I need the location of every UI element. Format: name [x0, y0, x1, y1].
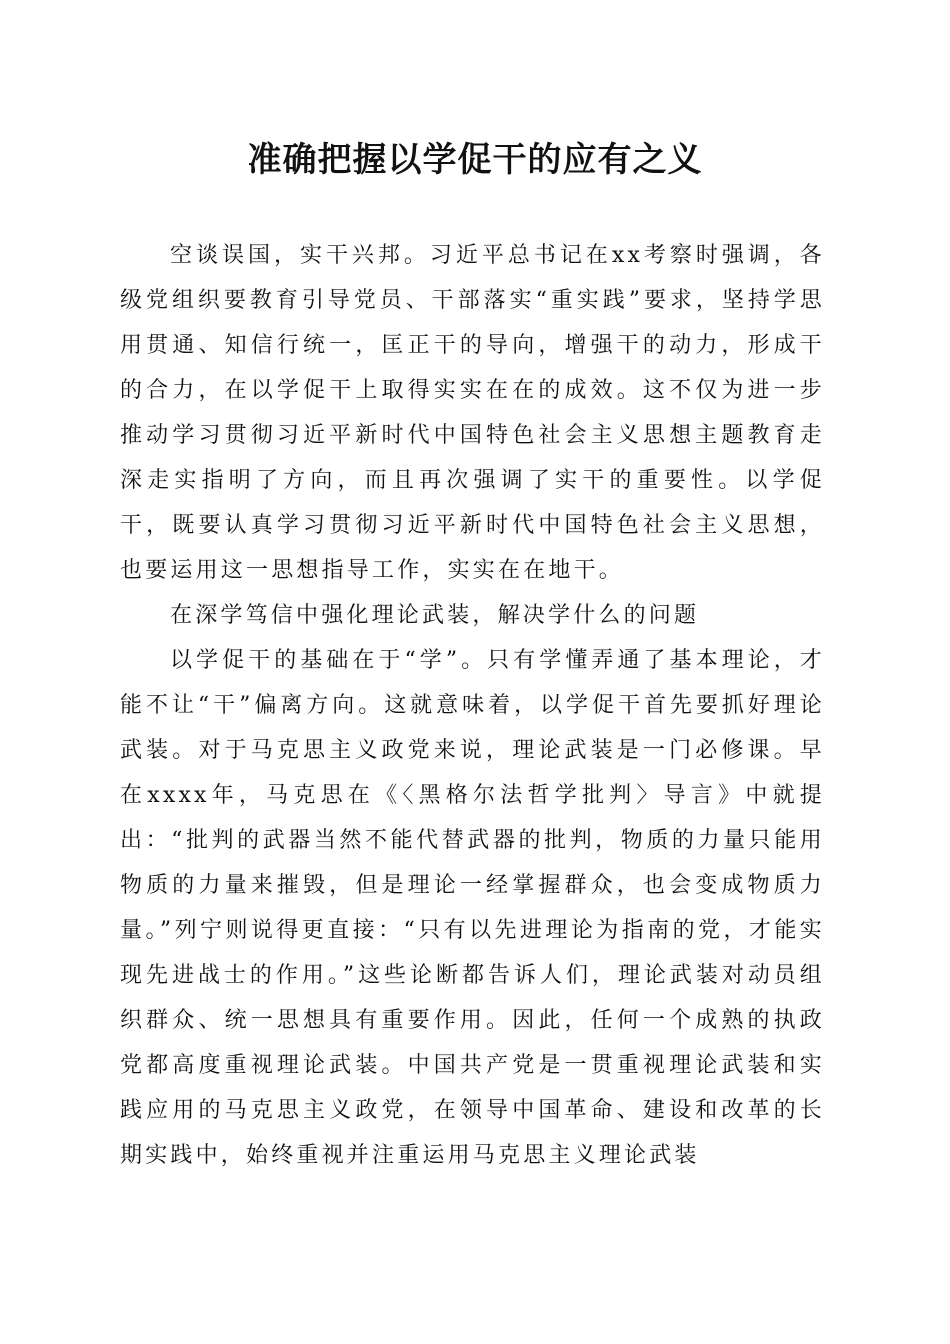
- paragraph-intro: 空谈误国，实干兴邦。习近平总书记在xx考察时强调，各级党组织要教育引导党员、干部落实“重实践”要求，坚持学思用贯通、知信行统一，匡正干的导向，增强干的动力，形成干的合力，在以学促干上取得实实在在的成效。这不仅为进一步推动学习贯彻习近平新时代中国特色社会主义思想主题教育走深走实指明了方向，而且再次强调了实干的重要性。以学促干，既要认真学习贯彻习近平新时代中国特色社会主义思想，也要运用这一思想指导工作，实实在在地干。: [120, 243, 825, 583]
- document-title: 准确把握以学促干的应有之义: [247, 140, 703, 180]
- document-body: [120, 233, 825, 1178]
- paragraph-theory: 以学促干的基础在于“学”。只有学懂弄通了基本理论，才能不让“干”偏离方向。这就意味着，以学促干首先要抓好理论武装。对于马克思主义政党来说，理论武装是一门必修课。早在xxxx年，马克思在《〈黑格尔法哲学批判〉导言》中就提出：“批判的武器当然不能代替武器的批判，物质的力量只能用物质的力量来摧毁，但是理论一经掌握群众，也会变成物质力量。”列宁则说得更直接：“只有以先进理论为指南的党，才能实现先进战士的作用。”这些论断都告诉人们，理论武装对动员组织群众、统一思想具有重要作用。因此，任何一个成熟的执政党都高度重视理论武装。中国共产党是一贯重视理论武装和实践应用的马克思主义政党，在领导中国革命、建设和改革的长期实践中，始终重视并注重运用马克思主义理论武装: [120, 648, 825, 1168]
- section-heading: 在深学笃信中强化理论武装，解决学什么的问题: [170, 603, 700, 628]
